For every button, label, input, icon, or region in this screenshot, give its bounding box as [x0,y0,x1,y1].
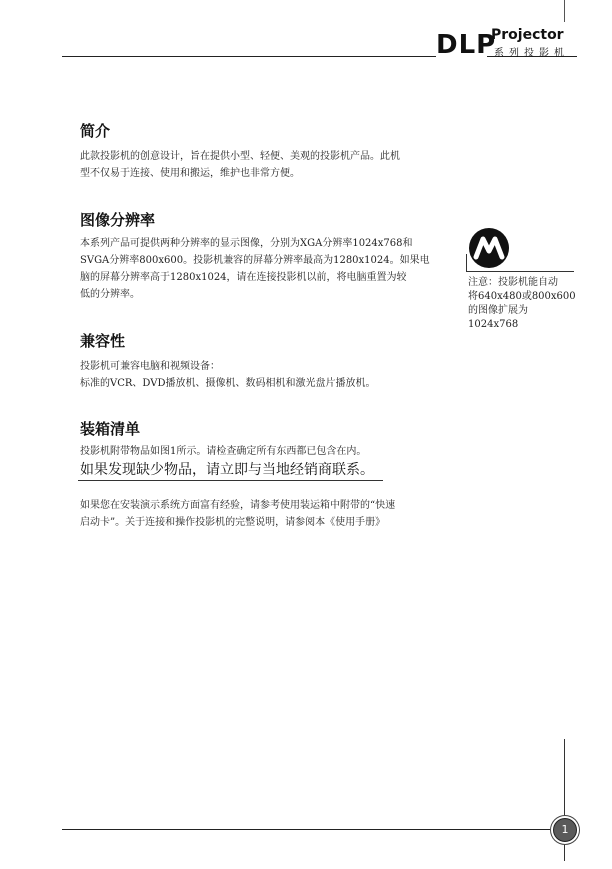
note-line: 注意：投影机能自动 [468,277,558,288]
brand-logo-series: 系列投影机 [494,48,569,59]
brand-logo-projector: Projector [491,27,564,43]
highlight-underline [78,480,383,481]
section-title-intro: 简介 [80,122,111,140]
section-title-packing-list: 装箱清单 [80,420,141,438]
text-line: 低的分辨率。 [80,289,140,300]
text-line: 本系列产品可提供两种分辨率的显示图像，分别为XGA分辨率1024x768和 [80,238,413,249]
missing-items-highlight: 如果发现缺少物品，请立即与当地经销商联系。 [80,462,374,478]
text-line: SVGA分辨率800x600。投影机兼容的屏幕分辨率最高为1280x1024。如果电 [80,255,430,266]
text-line: 型不仅易于连接、使用和搬运，维护也非常方便。 [80,168,300,179]
text-line: 如果您在安装演示系统方面富有经验，请参考使用装运箱中附带的“快速 [80,500,396,511]
header-vertical-rule [564,0,565,22]
note-rule-horizontal [466,271,574,272]
note-line: 1024x768 [468,319,519,330]
m-logo-icon [467,226,511,270]
note-line: 的图像扩展为 [468,305,528,316]
compatibility-paragraph [80,358,470,392]
text-line: 启动卡”。关于连接和操作投影机的完整说明，请参阅本《使用手册》 [80,517,386,528]
packing-line: 投影机附带物品如图1所示。请检查确定所有东西都已包含在内。 [80,446,367,457]
note-text [468,276,580,332]
text-line: 标准的VCR、DVD播放机、摄像机、数码相机和激光盘片播放机。 [80,378,376,389]
section-title-resolution: 图像分辨率 [80,211,156,229]
footer-rule [62,829,550,830]
resolution-paragraph [80,235,470,303]
text-line: 此款投影机的创意设计，旨在提供小型、轻便、美观的投影机产品。此机 [80,151,400,162]
note-rule-vertical [466,254,467,272]
packing-paragraph [80,497,470,531]
note-line: 将640x480或800x600 [468,291,576,302]
text-line: 投影机可兼容电脑和视频设备： [80,361,220,372]
section-title-compatibility: 兼容性 [80,332,126,350]
brand-logo-dlp: DLP [436,30,497,60]
intro-paragraph [80,148,470,182]
page-number-badge: 1 [553,818,577,842]
header-rule-left [62,56,436,57]
footer-vertical-rule [564,739,565,861]
text-line: 脑的屏幕分辨率高于1280x1024，请在连接投影机以前，将电脑重置为较 [80,272,407,283]
